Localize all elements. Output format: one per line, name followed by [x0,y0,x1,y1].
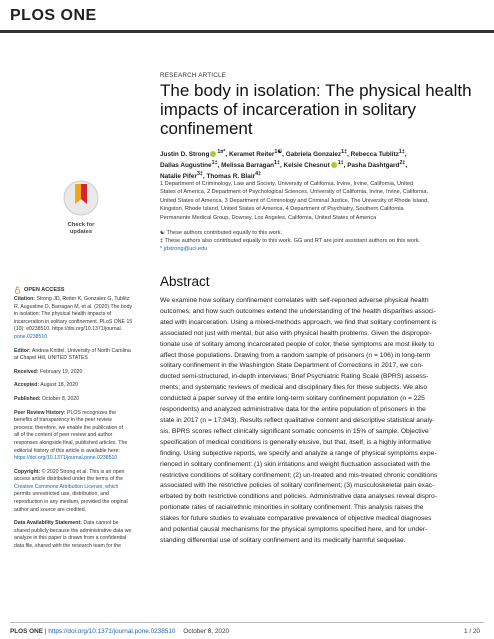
footer-journal: PLOS ONE [10,628,44,635]
title-line: confinement [160,119,253,138]
peer-review-link[interactable]: https://doi.org/10.1371/journal.pone.0238510 [14,455,118,462]
footer-date: October 8, 2020 [183,628,230,635]
accepted-date: Accepted: August 18, 2020 [14,382,79,389]
abstract-line: restrictive conditions of solitary confinement; (2) un-treated and mis-treated chronic conditions [160,471,438,479]
affiliation-line: Permanente Medical Group, Downey, Los Angeles, California, United States of America [160,214,377,221]
abstract-line: standing differential use of solitary confinement and its medically harmful sequelae. [160,536,406,544]
abstract-line: ments; and systematic reviews of medical and disciplinary files for these subjects. We also [160,384,428,392]
check-for-updates-label[interactable]: Check for updates [67,222,95,235]
author-name[interactable]: Rebecca Tublitz [350,151,399,159]
abstract-line: ated with incarceration. Using a mixed-methods approach, we find that solitary confinement is [160,318,437,326]
title-line: The body in isolation: The physical health [160,81,472,100]
abstract-line: affect those populations. Drawing from a random sample of prisoners (n = 106) in long-term [160,351,431,359]
author-name[interactable]: Justin D. Strong [160,151,210,159]
affiliations [160,180,480,222]
author-name[interactable]: Kelsie Chesnut [283,162,330,170]
page-footer: PLOS ONE | https://doi.org/10.1371/journal.pone.0238510 October 8, 2020 [10,628,230,635]
journal-logo[interactable]: PLOS ONE [10,7,97,24]
corresponding-email[interactable]: * jdstrong@uci.edu [160,246,208,253]
citation-block: Citation: Strong JD, Reiter K, Gonzalez G, Tublitz R, Augustine D, Barragan M, et al. (2020) The body in isolation: The physical health impacts of incarceration in solitary confinement. PLoS ONE 15 (10): e0238510. https://doi.org/10.1371/journal. pone.0238510 [14,296,144,342]
copyright-block: Copyright: © 2020 Strong et al. This is an open access article distributed under the terms of the Creative Commons Attribution License, which permits unrestricted use, distribution, and reproduction in any medium, provided the original author and source are credited. [14,469,144,515]
author-name[interactable]: Gabriela Gonzalez [285,151,342,159]
abstract-line: finding. Using subjective reports, we specify and analyze a range of physical symptoms expe- [160,449,437,457]
note-line: ☯ These authors contributed equally to this work. [160,230,283,236]
author-affil: 1‡ [398,149,405,155]
open-access-label: OPEN ACCESS [24,287,65,293]
header-rule [0,30,494,33]
abstract-line: outcomes, and how such outcomes extend the understanding of the health disparities associ- [160,307,436,315]
abstract-line: portionate rates of racial/ethnic minorities in solitary confinement. This analysis raises the [160,504,424,512]
author-affil: 4‡ [255,171,262,178]
author-affil: 3‡ [196,171,203,178]
title-line: impacts of incarceration in solitary [160,100,417,119]
abstract-line: state in 2017 (n = 17,943). Results reflect qualitative content and descriptive statistical analy- [160,416,435,424]
author-name[interactable]: Pasha Dashtgard [347,162,400,170]
page-number: 1 / 20 [464,628,480,635]
footer-rule [10,622,484,623]
citation-doi-link[interactable]: pone.0238510 [14,333,48,340]
author-list: Justin D. Strong $^{1¤*}$, Keramet Reiter$^{1☯}$, Gabriela Gonzalez$^{1\ddagger}$, Rebecca Tublitz$^{1\ddagger}$, Dallas Augustine$^{1\ddagger}$, Melissa Barragan$^{1\ddagger}$, Kelsie Chesnut $^{1\ddagger}$, Pasha Dashtgard$^{2\ddagger}$, Natalie Pifer$^{3\ddagger}$, Thomas R. Blair$^{4\ddagger}$ [160,149,408,181]
affiliation-line: States of America, 2 Department of Psychological Sciences, University of California, Irvine, Irvine, California, [160,189,428,196]
abstract-line: ducted semi-structured, in-depth interviews; Brief Psychiatric Rating Scale (BPRS) assess- [160,373,429,381]
author-affil: 1☯ [274,149,283,155]
author-affil: 1‡ [341,149,348,155]
editor-block: Editor: Andrea Knittel, University of North Carolina at Chapel Hill, UNITED STATES [14,347,131,362]
article-sidebar [14,296,144,557]
author-affil: 2‡ [399,160,406,167]
abstract-line: sis. BPRS scores reflect clinically significant somatic concerns in 15% of sample. Objective [160,427,429,435]
author-name[interactable]: Melissa Barragan [221,162,275,170]
peer-review-block: Peer Review History: PLOS recognizes the benefits of transparency in the peer review process; therefore, we enable the publication of all of the content of peer review and author responses alongside final, published articles. The editorial history of this article is available here: https://doi.org/10.1371/journal.pone.0238510 [14,410,144,463]
affiliation-line: 1 Department of Criminology, Law and Society, University of California, Irvine, Irvine, California, United [160,181,414,187]
affiliation-line: United States of America, 3 Department of Criminology and Criminal Justice, The University of Rhode Island, [160,197,429,204]
abstract-line: associated not just with mental, but also with physical health problems. Given the dispropor- [160,329,432,337]
abstract-line: erbated by both restrictive conditions and policies. Administrative data analyses reveal dispro- [160,493,437,501]
abstract-line: and potential causal mechanisms for the physical symptoms specified here, and for under- [160,526,428,534]
published-date: Published: October 8, 2020 [14,395,80,402]
abstract-line: stakes for future studies to evaluate comparative prevalence of objective medical diagnoses [160,515,432,523]
author-affil: 1‡ [274,160,280,167]
abstract-line: rienced in solitary confinement: (1) skin irritations and weight fluctuation associated with the [160,460,431,468]
author-name[interactable]: Dallas Augustine [160,162,212,170]
affiliation-line: Kingston, Rhode Island, United States of America, 4 Department of Psychiatry, Southern California [160,206,404,213]
data-availability-block: Data Availability Statement: Data cannot be shared publicly because the administrative data we analyze in this paper is drawn from a confidential data file, shared with the research team for the [14,520,132,550]
orcid-icon[interactable] [210,151,216,157]
note-line: ‡ These authors also contributed equally to this work. GG and RT are joint assistant authors on this work. [160,238,421,245]
license-link[interactable]: Creative Commons Attribution License, which [14,483,119,490]
article-type: RESEARCH ARTICLE [160,72,227,79]
open-access-icon [14,286,21,294]
author-affil: 1‡ [337,160,344,167]
check-for-updates-icon[interactable] [62,178,100,218]
author-name[interactable]: Thomas R. Blair [206,173,256,181]
open-access [14,286,65,294]
received-date: Received: February 19, 2020 [14,368,83,375]
author-notes [160,229,480,254]
orcid-icon[interactable] [331,162,337,168]
author-affil: 1‡ [211,160,218,167]
abstract-line: associated with the restrictive policies of solitary confinement; (3) musculoskeletal pain exac- [160,482,435,490]
footer-doi-link[interactable]: https://doi.org/10.1371/journal.pone.0238510 [48,628,176,635]
abstract-line: tionate use of solitary among incarcerated people of color, these symptoms are most likely to [160,340,434,348]
abstract-line: We examine how solitary confinement correlates with self-reported adverse physical health [160,297,429,304]
abstract-line: solitary confinement in the Washington State Department of Corrections in 2017, we con- [160,362,424,370]
abstract-text [160,296,480,547]
abstract-heading: Abstract [160,274,210,289]
author-affil: 1¤* [217,149,226,155]
author-name[interactable]: Keramet Reiter [228,151,275,159]
article-title [160,81,472,138]
abstract-line: respondents) and analyzed administrative data for the entire population of prisoners in the [160,406,426,414]
abstract-line: conducted a paper survey of the entire long-term solitary confinement population (n = 225 [160,395,425,403]
author-name[interactable]: Natalie Pifer [160,173,197,181]
abstract-line: specification of medical conditions is generally elusive, but that, itself, is a highly informative [160,438,431,446]
